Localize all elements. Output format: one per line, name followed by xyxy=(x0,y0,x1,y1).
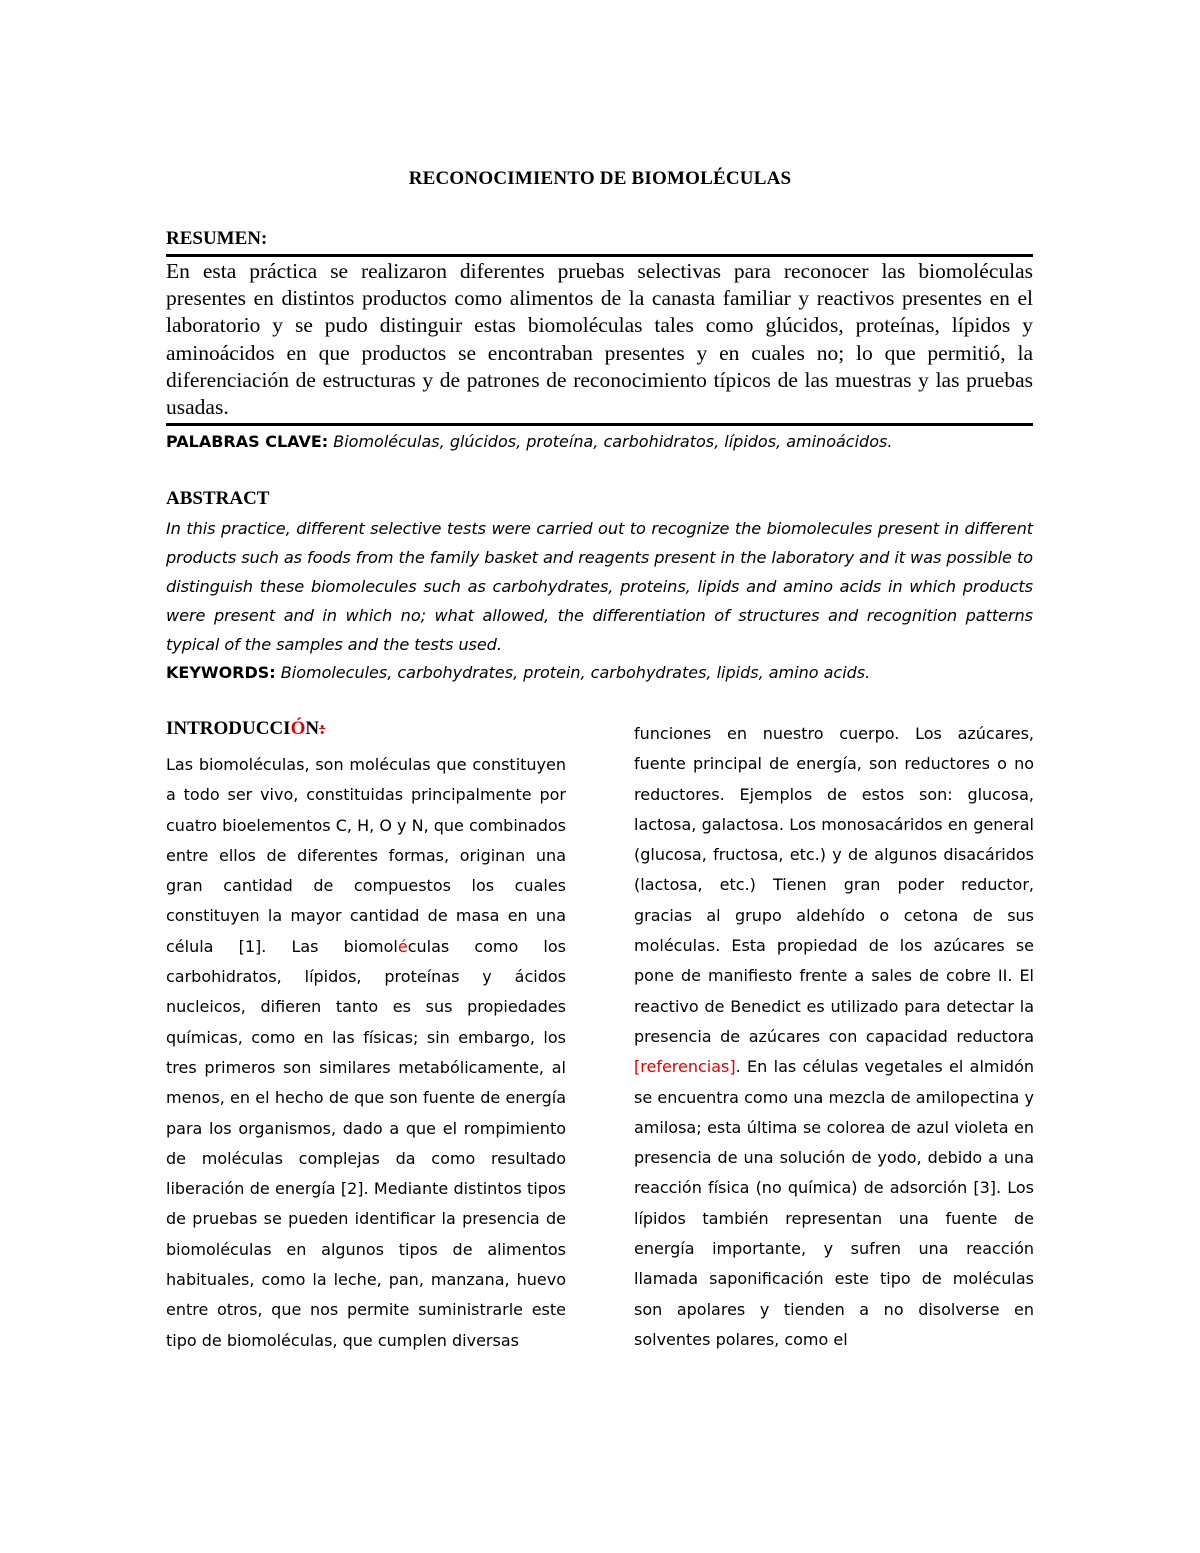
introduccion-heading-c: N xyxy=(305,718,320,739)
keywords-list: Biomolecules, carbohydrates, protein, carbohydrates, lipids, amino acids. xyxy=(275,663,871,682)
resumen-body: En esta práctica se realizaron diferentes pruebas selectivas para reconocer las biomoléculas presentes en distintos productos como alimentos de la canasta familiar y reactivos presentes en el laboratorio y se pudo distinguir estas biomoléculas tales como glúcidos, proteínas, lípidos y aminoácidos en que productos se encontraban presentes y en cuales no; lo que permitió, la diferenciación de estructuras y de patrones de reconocimiento típicos de las muestras y las pruebas usadas. xyxy=(166,259,1033,420)
intro-right-text-2: . En las células vegetales el almidón se encuentra como una mezcla de amilopectina y amilosa; esta última se colorea de azul violeta en presencia de una solución de yodo, debido a una reacción física (no química) de adsorción [3]. Los lípidos también representan una fuente de energía importante, y sufren una reacción llamada saponificación este tipo de moléculas son apolares y tienden a no disolverse en solventes polares, como el xyxy=(634,1057,1034,1349)
palabras-clave-list: Biomoléculas, glúcidos, proteína, carbohidratos, lípidos, aminoácidos. xyxy=(328,432,893,451)
resumen-top-rule xyxy=(166,254,1033,257)
introduccion-heading xyxy=(166,718,325,740)
keywords xyxy=(166,663,1046,682)
intro-left-red-char: é xyxy=(397,936,408,956)
abstract-heading: ABSTRACT xyxy=(166,488,270,509)
resumen-bottom-rule xyxy=(166,423,1033,426)
introduccion-heading-accent: Ó xyxy=(290,718,306,739)
document-title: RECONOCIMIENTO DE BIOMOLÉCULAS xyxy=(408,168,792,189)
resumen-heading: RESUMEN: xyxy=(166,228,268,249)
palabras-clave xyxy=(166,432,1046,451)
introduccion-heading-a: INTRODUCCI xyxy=(166,718,291,739)
intro-left-text-2: culas como los carbohidratos, lípidos, proteínas y ácidos nucleicos, difieren tanto es sus propiedades químicas, como en las físicas; sin embargo, los tres primeros son similares metabólicamente, al menos, en el hecho de que son fuente de energía para los organismos, dado a que el rompimiento de moléculas complejas da como resultado liberación de energía [2]. Mediante distintos tipos de pruebas se pueden identificar la presencia de biomoléculas en algunos tipos de alimentos habituales, como la leche, pan, manzana, huevo entre otros, que nos permite suministrarle este tipo de biomoléculas, que cumplen diversas xyxy=(166,936,566,1350)
keywords-label: KEYWORDS: xyxy=(166,663,276,682)
abstract-body: In this practice, different selective tests were carried out to recognize the biomolecules present in different products such as foods from the family basket and reagents present in the laboratory and it was possible to distinguish these biomolecules such as carbohydrates, proteins, lipids and amino acids in which products were present and in which no; what allowed, the differentiation of structures and recognition patterns typical of the samples and the tests used. xyxy=(166,519,1033,654)
introduccion-heading-colon: : xyxy=(319,718,326,739)
intro-right-text-1: funciones en nuestro cuerpo. Los azúcares, fuente principal de energía, son reductores o no reductores. Ejemplos de estos son: glucosa, lactosa, galactosa. Los monosacáridos en general (glucosa, fructosa, etc.) y de algunos disacáridos (lactosa, etc.) Tienen gran poder reductor, gracias al grupo aldehído o cetona de sus moléculas. Esta propiedad de los azúcares se pone de manifiesto frente a sales de cobre II. El reactivo de Benedict es utilizado para detectar la presencia de azúcares con capacidad reductora xyxy=(634,724,1034,1046)
palabras-clave-label: PALABRAS CLAVE: xyxy=(166,432,329,451)
introduccion-right-column xyxy=(634,719,1034,1355)
intro-right-ref-placeholder: [referencias] xyxy=(634,1057,736,1077)
introduccion-left-column xyxy=(166,750,566,1356)
intro-left-text-1: Las biomoléculas, son moléculas que constituyen a todo ser vivo, constituidas principalmente por cuatro bioelementos C, H, O y N, que combinados entre ellos de diferentes formas, originan una gran cantidad de compuestos los cuales constituyen la mayor cantidad de masa en una célula [1]. Las biomol xyxy=(166,755,566,956)
